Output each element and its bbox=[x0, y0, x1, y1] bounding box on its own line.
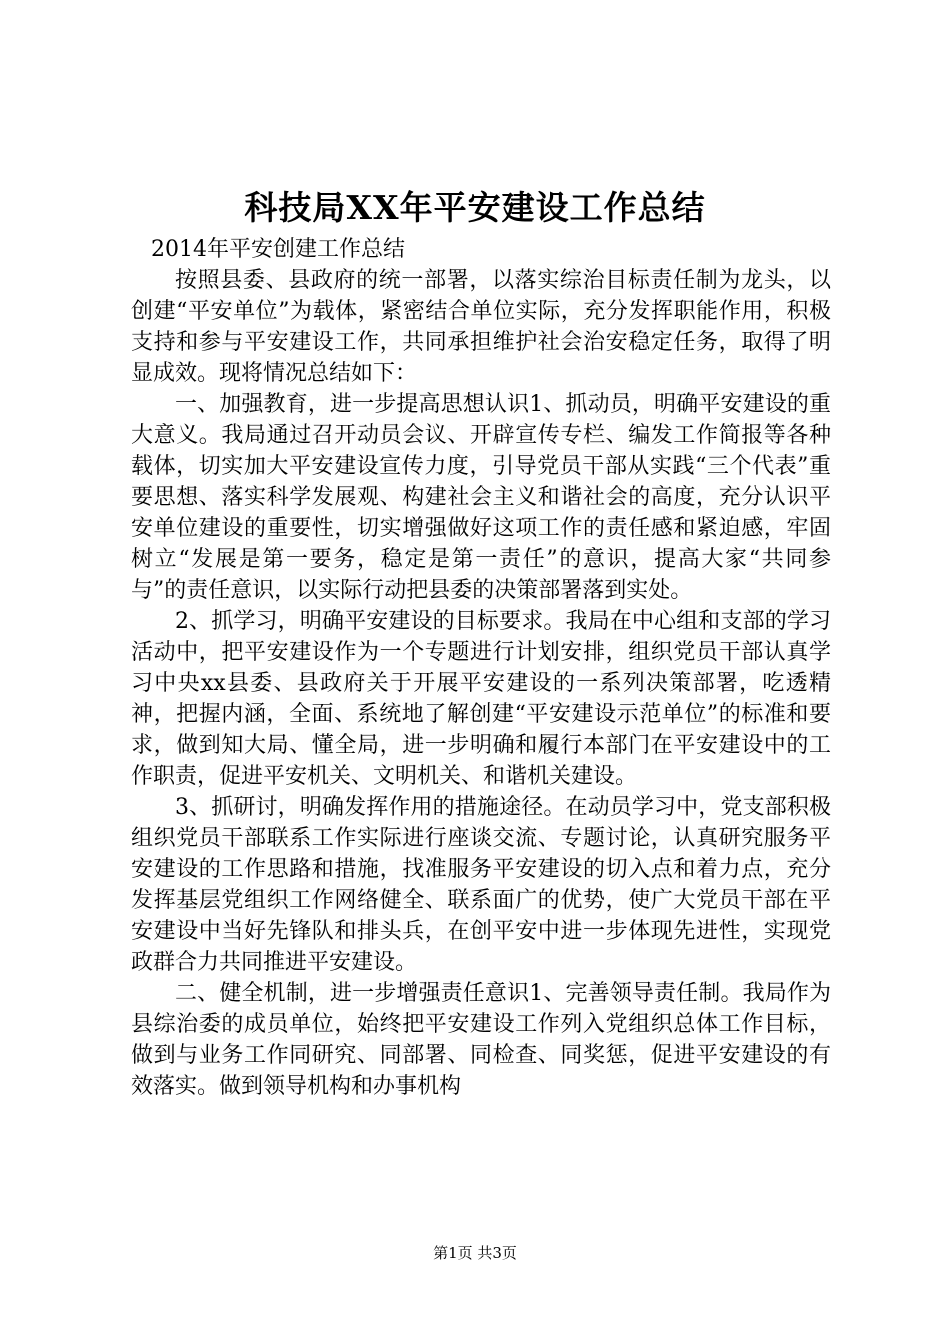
page-footer bbox=[0, 1242, 950, 1264]
paragraph-section-1-item-1: 一、加强教育，进一步提高思想认识1、抓动员，明确平安建设的重大意义。我局通过召开动员会议、开辟宣传专栏、编发工作简报等各种载体，切实加大平安建设宣传力度，引导党员干部从实践“三个代表”重要思想、落实科学发展观、构建社会主义和谐社会的高度，充分认识平安单位建设的重要性，切实增强做好这项工作的责任感和紧迫感，牢固树立“发展是第一要务，稳定是第一责任”的意识，提高大家“共同参与”的责任意识，以实际行动把县委的决策部署落到实处。 bbox=[131, 392, 831, 603]
document-subtitle: 2014年平安创建工作总结 bbox=[151, 237, 405, 262]
paragraph-intro: 按照县委、县政府的统一部署，以落实综治目标责任制为龙头，以创建“平安单位”为载体，紧密结合单位实际，充分发挥职能作用，积极支持和参与平安建设工作，共同承担维护社会治安稳定任务，取得了明显成效。现将情况总结如下： bbox=[131, 268, 831, 386]
paragraph-section-1-item-3: 3、抓研讨，明确发挥作用的措施途径。在动员学习中，党支部积极组织党员干部联系工作实际进行座谈交流、专题讨论，认真研究服务平安建设的工作思路和措施，找准服务平安建设的切入点和着力点，充分发挥基层党组织工作网络健全、联系面广的优势，使广大党员干部在平安建设中当好先锋队和排头兵，在创平安中进一步体现先进性，实现党政群合力共同推进平安建设。 bbox=[131, 795, 831, 975]
paragraph-section-1-item-2: 2、抓学习，明确平安建设的目标要求。我局在中心组和支部的学习活动中，把平安建设作为一个专题进行计划安排，组织党员干部认真学习中央xx县委、县政府关于开展平安建设的一系列决策部署，吃透精神，把握内涵，全面、系统地了解创建“平安建设示范单位”的标准和要求，做到知大局、懂全局，进一步明确和履行本部门在平安建设中的工作职责，促进平安机关、文明机关、和谐机关建设。 bbox=[131, 609, 831, 789]
paragraph-section-2-item-1: 二、健全机制，进一步增强责任意识1、完善领导责任制。我局作为县综治委的成员单位，始终把平安建设工作列入党组织总体工作目标，做到与业务工作同研究、同部署、同检查、同奖惩，促进平安建设的有效落实。做到领导机构和办事机构 bbox=[131, 981, 831, 1099]
document-title: 科技局XX年平安建设工作总结 bbox=[244, 188, 706, 227]
page-number-indicator: 第1页 共3页 bbox=[433, 1244, 517, 1262]
document-body bbox=[131, 234, 831, 1102]
